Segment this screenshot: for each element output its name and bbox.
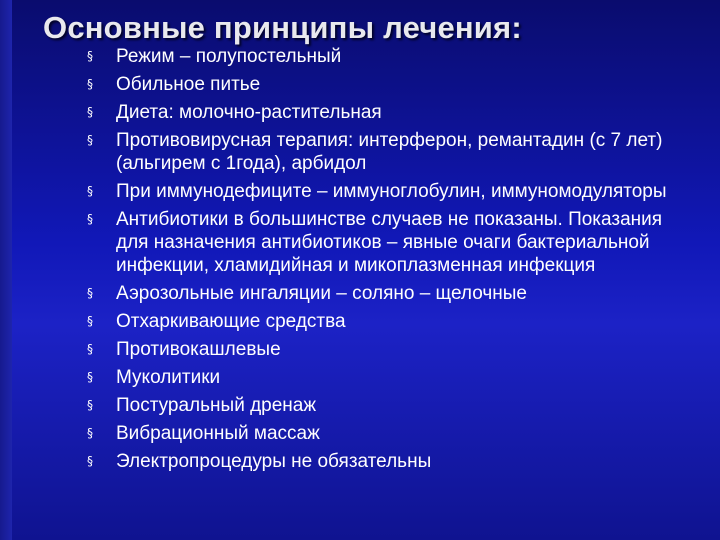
- bullet-text: Постуральный дренаж: [116, 395, 317, 416]
- bullet-text: Отхаркивающие средства: [116, 311, 346, 332]
- bullet-item: [0, 422, 676, 445]
- bullet-item: [0, 310, 676, 333]
- bullet-marker-icon: §: [87, 133, 93, 147]
- bullet-marker-icon: §: [87, 398, 93, 412]
- slide-title: Основные принципы лечения:: [43, 10, 522, 45]
- bullet-item: [0, 73, 676, 96]
- bullet-text: Муколитики: [116, 367, 221, 388]
- bullet-item: [0, 366, 676, 389]
- bullet-item: [0, 129, 676, 175]
- bullet-marker-icon: §: [87, 286, 93, 300]
- bullet-text: Аэрозольные ингаляции – соляно – щелочные: [116, 283, 527, 304]
- bullet-item: [0, 282, 676, 305]
- bullet-marker-icon: §: [87, 105, 93, 119]
- bullet-text: Противовирусная терапия: интерферон, ремантадин (с 7 лет) (альгирем с 1года), арбидол: [116, 130, 663, 174]
- bullet-item: [0, 45, 676, 68]
- bullet-item: [0, 338, 676, 361]
- bullet-text: Электропроцедуры не обязательны: [116, 451, 432, 472]
- bullet-text: Вибрационный массаж: [116, 423, 320, 444]
- bullet-marker-icon: §: [87, 454, 93, 468]
- bullet-text: При иммунодефиците – иммуноглобулин, иммуномодуляторы: [116, 181, 667, 202]
- bullet-text: Противокашлевые: [116, 339, 281, 360]
- bullet-item: [0, 394, 676, 417]
- bullet-marker-icon: §: [87, 49, 93, 63]
- bullet-marker-icon: §: [87, 314, 93, 328]
- bullet-marker-icon: §: [87, 184, 93, 198]
- bullet-marker-icon: §: [87, 370, 93, 384]
- bullet-text: Режим – полупостельный: [116, 46, 342, 67]
- bullet-text: Антибиотики в большинстве случаев не показаны. Показания для назначения антибиотиков – явные очаги бактериальной инфекции, хламидийная и микоплазменная инфекция: [116, 209, 663, 276]
- bullet-item: [0, 450, 676, 473]
- bullet-marker-icon: §: [87, 212, 93, 226]
- bullet-text: Обильное питье: [116, 74, 261, 95]
- bullet-marker-icon: §: [87, 77, 93, 91]
- bullet-list: [0, 45, 676, 478]
- bullet-marker-icon: §: [87, 342, 93, 356]
- bullet-item: [0, 101, 676, 124]
- bullet-item: [0, 180, 676, 203]
- bullet-text: Диета: молочно-растительная: [116, 102, 382, 123]
- bullet-marker-icon: §: [87, 426, 93, 440]
- bullet-item: [0, 208, 676, 277]
